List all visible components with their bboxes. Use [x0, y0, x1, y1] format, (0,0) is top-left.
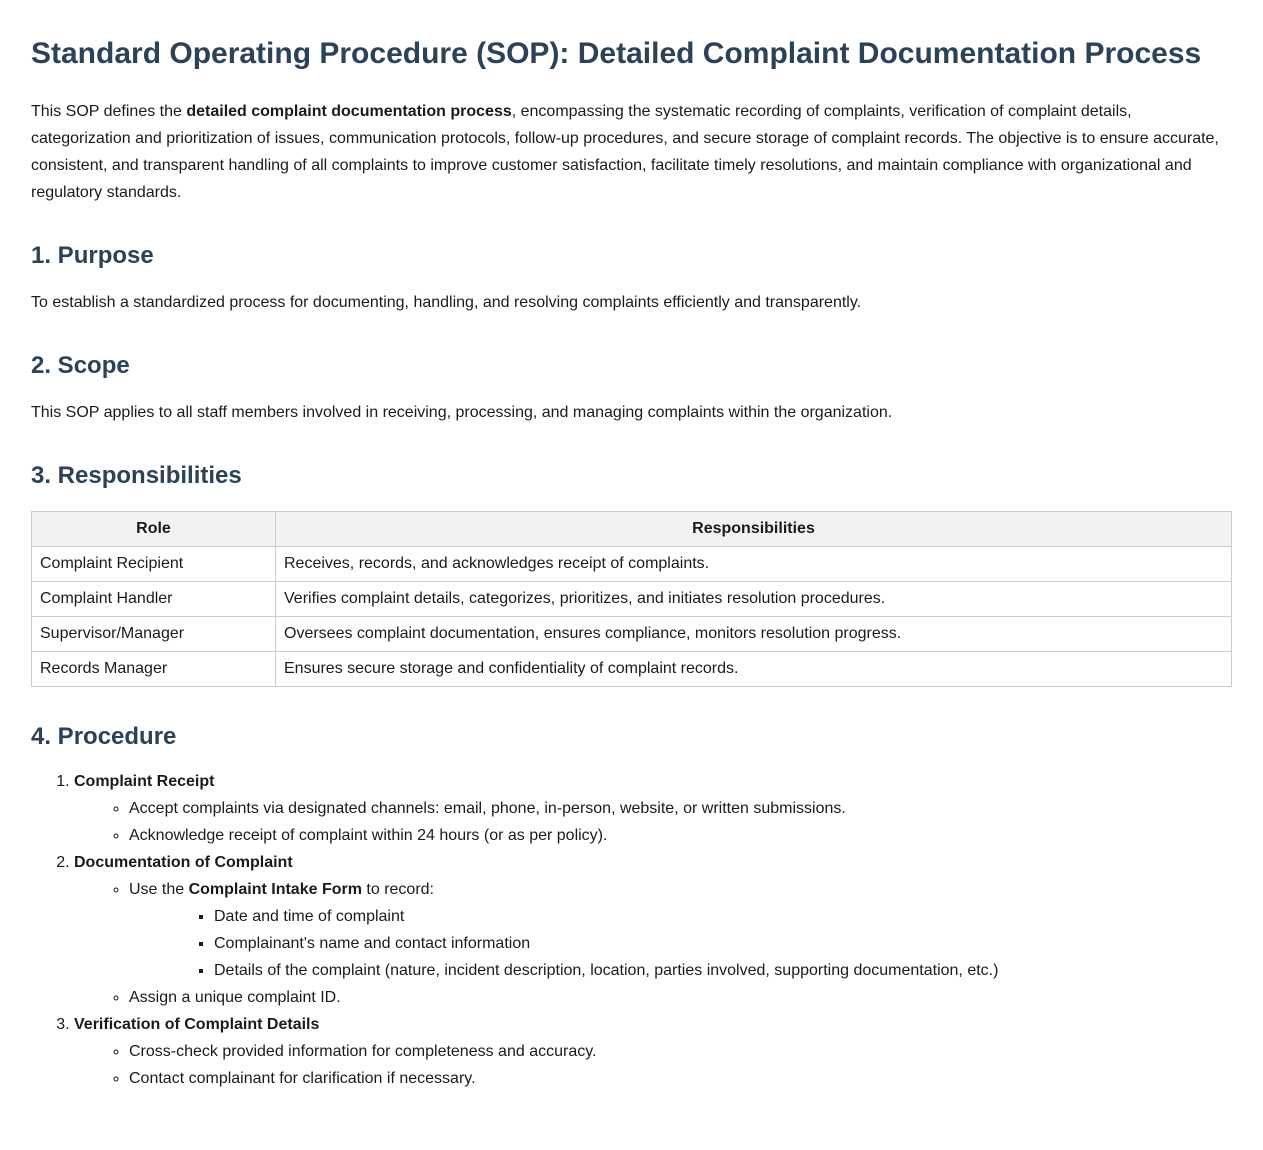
table-row — [32, 652, 1232, 687]
step-sub-substeps — [129, 903, 1232, 984]
page-title: Standard Operating Procedure (SOP): Detailed Complaint Documentation Process — [31, 37, 1202, 70]
step-item-pre: Use the — [129, 881, 189, 898]
step-item: ◦ Accept complaints via designated channels: email, phone, in-person, website, or written submissions. — [129, 795, 1232, 822]
step-item-bold: Complaint Intake Form — [188, 881, 362, 898]
table-header-row — [32, 512, 1232, 547]
procedure-step-verification — [74, 1011, 1232, 1092]
step-item: ◦ Contact complainant for clarification if necessary. — [129, 1065, 1232, 1092]
intro-text-post: , encompassing the systematic recording of complaints, verification of complaint details, categorization and prioritization of issues, communication protocols, follow-up procedures, and secure storage of complaint records. The objective is to ensure accurate, consistent, and transparent handling of all complaints to improve customer satisfaction, facilitate timely resolutions, and maintain compliance with organizational and regulatory standards. — [31, 103, 1219, 201]
step-title: Documentation of Complaint — [74, 854, 293, 871]
sub-item: ▪ Details of the complaint (nature, incident description, location, parties involved, supporting documentation, etc.) — [214, 957, 1232, 984]
table-row — [32, 617, 1232, 652]
intro-text-bold: detailed complaint documentation process — [186, 103, 512, 120]
table-header-role: Role — [32, 512, 276, 547]
role-cell: Records Manager — [32, 652, 276, 687]
procedure-step-documentation — [74, 849, 1232, 1011]
step-item: ◦ Acknowledge receipt of complaint within 24 hours (or as per policy). — [129, 822, 1232, 849]
intro-text-pre: This SOP defines the — [31, 103, 187, 120]
section-heading-purpose: 1. Purpose — [31, 242, 154, 269]
step-item — [129, 876, 1232, 984]
step-item: ◦ Cross-check provided information for completeness and accuracy. — [129, 1038, 1232, 1065]
section-heading-scope: 2. Scope — [31, 352, 130, 379]
role-cell: Supervisor/Manager — [32, 617, 276, 652]
responsibility-cell: Ensures secure storage and confidentiality of complaint records. — [276, 652, 1232, 687]
step-title: Complaint Receipt — [74, 773, 215, 790]
purpose-text: To establish a standardized process for documenting, handling, and resolving complaints efficiently and transparently. — [31, 294, 862, 311]
role-cell: Complaint Recipient — [32, 547, 276, 582]
responsibility-cell: Verifies complaint details, categorizes, prioritizes, and initiates resolution procedures. — [276, 582, 1232, 617]
role-cell: Complaint Handler — [32, 582, 276, 617]
responsibility-cell: Oversees complaint documentation, ensures compliance, monitors resolution progress. — [276, 617, 1232, 652]
table-row — [32, 582, 1232, 617]
intro-paragraph — [31, 98, 1232, 206]
step-title: Verification of Complaint Details — [74, 1016, 320, 1033]
sub-item: ▪ Complainant's name and contact information — [214, 930, 1232, 957]
scope-text: This SOP applies to all staff members involved in receiving, processing, and managing complaints within the organization. — [31, 404, 893, 421]
table-header-responsibilities: Responsibilities — [276, 512, 1232, 547]
responsibilities-table — [31, 511, 1232, 687]
step-item: ◦ Assign a unique complaint ID. — [129, 984, 1232, 1011]
step-substeps — [74, 876, 1232, 1011]
procedure-step-complaint-receipt — [74, 768, 1232, 849]
step-item-post: to record: — [361, 881, 434, 898]
step-substeps — [74, 795, 1232, 849]
table-row — [32, 547, 1232, 582]
section-heading-procedure: 4. Procedure — [31, 723, 177, 750]
step-substeps — [74, 1038, 1232, 1092]
section-heading-responsibilities: 3. Responsibilities — [31, 462, 242, 489]
responsibility-cell: Receives, records, and acknowledges receipt of complaints. — [276, 547, 1232, 582]
procedure-list — [31, 768, 1232, 1092]
sub-item: ▪ Date and time of complaint — [214, 903, 1232, 930]
